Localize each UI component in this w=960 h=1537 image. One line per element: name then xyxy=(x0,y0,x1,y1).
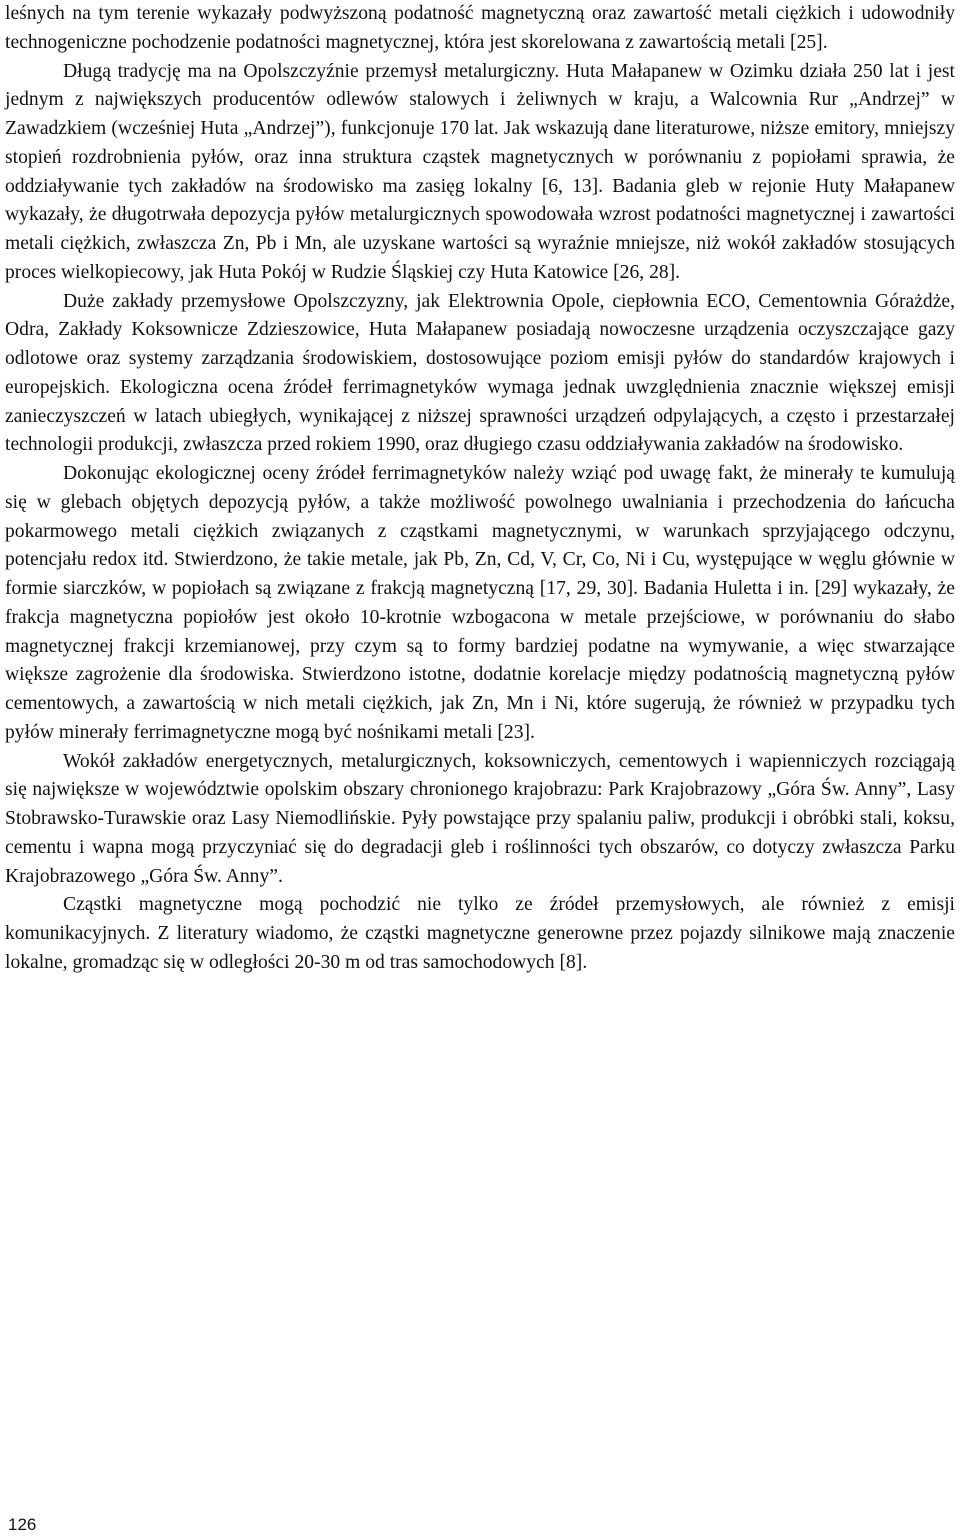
paragraph-traffic-emissions: Cząstki magnetyczne mogą pochodzić nie tylko ze źródeł przemysłowych, ale również z emisji komunikacyjnych. Z literatury wiadomo, że cząstki magnetyczne generowne przez pojazdy silnikowe mają znaczenie lokalne, gromadząc się w odległości 20-30 m od tras samochodowych [8]. xyxy=(5,894,955,973)
page-number: 126 xyxy=(8,1515,37,1534)
paragraph-industrial-plants: Duże zakłady przemysłowe Opolszczyzny, jak Elektrownia Opole, ciepłownia ECO, Cementownia Górażdże, Odra, Zakłady Koksownicze Zdzieszowice, Huta Małapanew posiadają nowoczesne urządzenia oczyszczające gazy odlotowe oraz systemy zarządzania środowiskiem, dostosowujące poziom emisji pyłów do standardów krajowych i europejskich. Ekologiczna ocena źródeł ferrimagnetyków wymaga jednak uwzględnienia znacznie większej emisji zanieczyszczeń w latach ubiegłych, wynikającej z niższej sprawności urządzeń odpylających, a często i przestarzałej technologii produkcji, zwłaszcza przed rokiem 1990, oraz długiego czasu oddziaływania zakładów na środowisko. xyxy=(5,290,955,456)
paragraph-metallurgy: Długą tradycję ma na Opolszczyźnie przemysł metalurgiczny. Huta Małapanew w Ozimku działa 250 lat i jest jednym z największych producentów odlewów stalowych i żeliwnych w kraju, a Walcownia Rur „Andrzej” w Zawadzkiem (wcześniej Huta „Andrzej”), funkcjonuje 170 lat. Jak wskazują dane literaturowe, niższe emitory, mniejszy stopień rozdrobnienia pyłów, oraz inna struktura cząstek magnetycznych w porównaniu z popiołami sprawia, że oddziaływanie tych zakładów na środowisko ma zasięg lokalny [6, 13]. Badania gleb w rejonie Huty Małapanew wykazały, że długotrwała depozycja pyłów metalurgicznych spowodowała wzrost podatności magnetycznej i zawartości metali ciężkich, zwłaszcza Zn, Pb i Mn, ale uzyskane wartości są wyraźnie mniejsze, niż wokół zakładów stosujących proces wielkopiecowy, jak Huta Pokój w Rudzie Śląskiej czy Huta Katowice [26, 28]. xyxy=(5,60,955,283)
paragraph-ecological-assessment: Dokonując ekologicznej oceny źródeł ferrimagnetyków należy wziąć pod uwagę fakt, że minerały te kumulują się w glebach objętych depozycją pyłów, a także możliwość powolnego uwalniania i przechodzenia do łańcucha pokarmowego metali ciężkich związanych z cząstkami magnetycznymi, w warunkach sprzyjającego odczynu, potencjału redox itd. Stwierdzono, że takie metale, jak Pb, Zn, Cd, V, Cr, Co, Ni i Cu, występujące w węglu głównie w formie siarczków, w popiołach są związane z frakcją magnetyczną [17, 29, 30]. Badania Huletta i in. [29] wykazały, że frakcja magnetyczna popiołów jest około 10-krotnie wzbogacona w metale przejściowe, w porównaniu do słabo magnetycznej frakcji krzemianowej, przy czym są to formy bardziej podatne na wymywanie, a więc stwarzające większe zagrożenie dla środowiska. Stwierdzono istotne, dodatnie korelacje między podatnością magnetyczną pyłów cementowych, a zawartością w nich metali ciężkich, jak Zn, Mn i Ni, które sugerują, że również w przypadku tych pyłów minerały ferrimagnetyczne mogą być nośnikami metali [23]. xyxy=(5,463,955,743)
paragraph-protected-landscapes: Wokół zakładów energetycznych, metalurgicznych, koksowniczych, cementowych i wapienniczych rozciągają się największe w województwie opolskim obszary chronionego krajobrazu: Park Krajobrazowy „Góra Św. Anny”, Lasy Stobrawsko-Turawskie oraz Lasy Niemodlińskie. Pyły powstające przy spalaniu paliw, produkcji i obróbki stali, koksu, cementu i wapna mogą przyczyniać się do degradacji gleb i roślinności tych obszarów, co dotyczy zwłaszcza Parku Krajobrazowego „Góra Św. Anny”. xyxy=(5,750,955,887)
body-text xyxy=(5,0,955,978)
paragraph-continuation: leśnych na tym terenie wykazały podwyższoną podatność magnetyczną oraz zawartość metali ciężkich i udowodniły technogeniczne pochodzenie podatności magnetycznej, która jest skorelowana z zawartością metali [25]. xyxy=(5,3,955,53)
